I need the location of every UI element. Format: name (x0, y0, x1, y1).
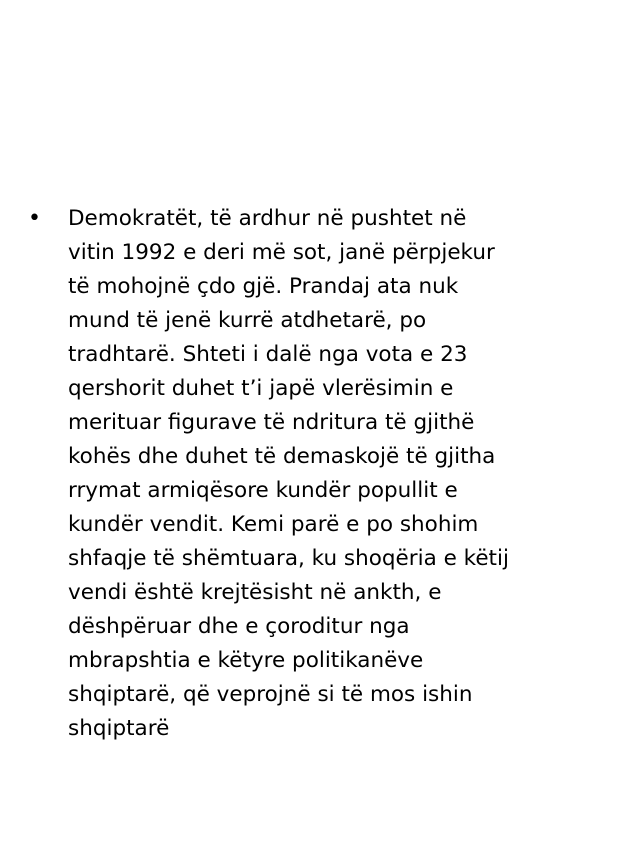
bullet-item (28, 202, 628, 746)
text-line: tradhtarë. Shteti i dalë nga vota e 23 (68, 342, 468, 367)
text-line: vendi është krejtësisht në ankth, e (68, 580, 442, 605)
text-line: dëshpëruar dhe e çoroditur nga (68, 614, 410, 639)
text-line: merituar figurave të ndritura të gjithë (68, 410, 475, 435)
text-line: qershorit duhet t’i japë vlerësimin e (68, 376, 454, 401)
text-line: mbrapshtia e këtyre politikanëve (68, 648, 424, 673)
text-line: Demokratët, të ardhur në pushtet në (68, 206, 467, 231)
text-line: rrymat armiqësore kundër popullit e (68, 478, 458, 503)
text-line: shfaqje të shëmtuara, ku shoqëria e këtij (68, 546, 509, 571)
text-line: të mohojnë çdo gjë. Prandaj ata nuk (68, 274, 459, 299)
text-line: shqiptarë, që veprojnë si të mos ishin (68, 682, 473, 707)
text-line: kohës dhe duhet të demaskojë të gjitha (68, 444, 496, 469)
text-line: vitin 1992 e deri më sot, janë përpjekur (68, 240, 495, 265)
text-line: kundër vendit. Kemi parë e po shohim (68, 512, 479, 537)
text-line: mund të jenë kurrë atdhetarë, po (68, 308, 427, 333)
bullet-text (68, 202, 509, 746)
text-line: shqiptarë (68, 716, 170, 741)
bullet-mark: • (28, 206, 41, 231)
